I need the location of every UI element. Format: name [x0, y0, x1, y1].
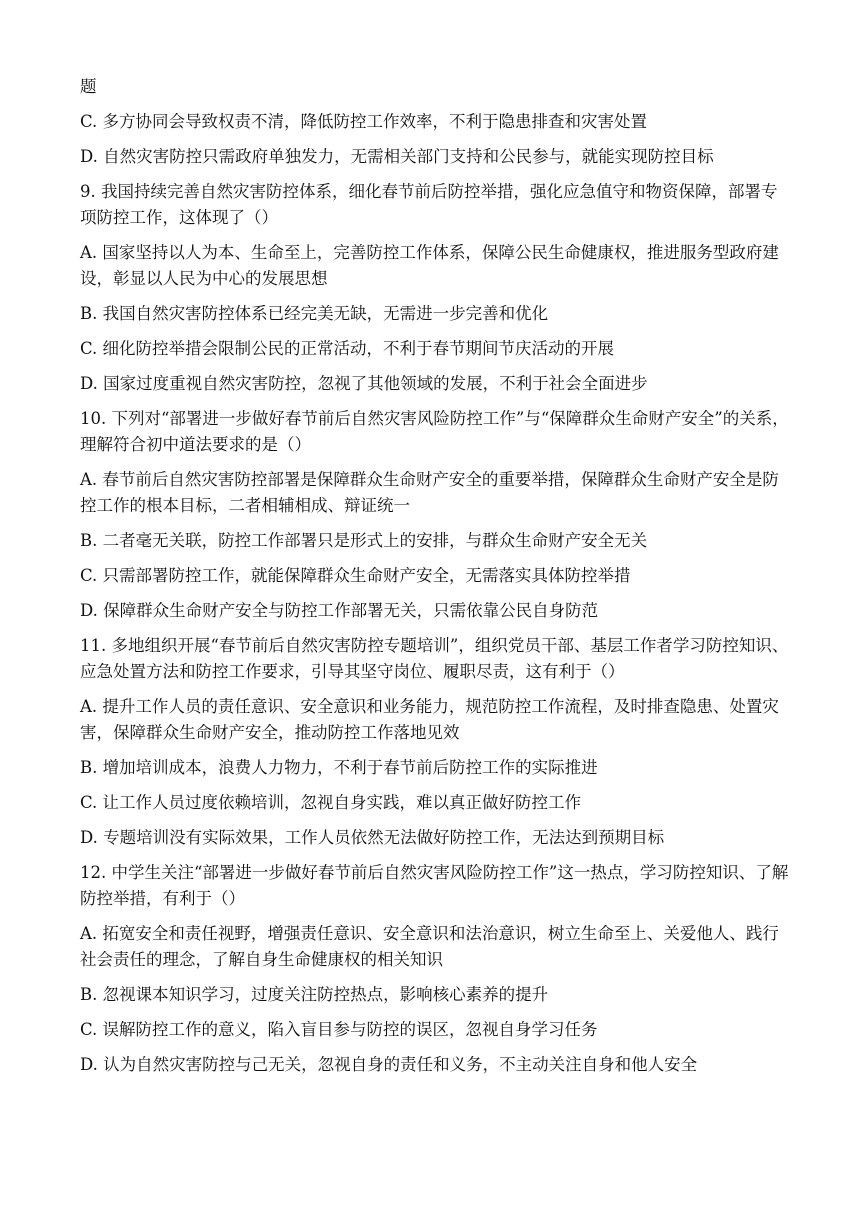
q9-option-d: D. 国家过度重视自然灾害防控，忽视了其他领域的发展，不利于社会全面进步: [80, 374, 648, 393]
question-12: 12. 中学生关注“部署进一步做好春节前后自然灾害风险防控工作”这一热点，学习防控知识、了解防控举措，有利于（）: [80, 863, 789, 908]
q12-option-c: C. 误解防控工作的意义，陷入盲目参与防控的误区，忽视自身学习任务: [80, 1020, 598, 1039]
q9-option-a: A. 国家坚持以人为本、生命至上，完善防控工作体系，保障公民生命健康权，推进服务型政府建设，彰显以人民为中心的发展思想: [80, 243, 779, 288]
q10-option-d: D. 保障群众生命财产安全与防控工作部署无关，只需依靠公民自身防范: [80, 601, 599, 620]
q12-option-d: D. 认为自然灾害防控与己无关，忽视自身的责任和义务，不主动关注自身和他人安全: [80, 1055, 698, 1074]
q11-option-a: A. 提升工作人员的责任意识、安全意识和业务能力，规范防控工作流程，及时排查隐患、处置灾害，保障群众生命财产安全，推动防控工作落地见效: [80, 697, 779, 742]
question-10: 10. 下列对“部署进一步做好春节前后自然灾害风险防控工作”与“保障群众生命财产安全”的关系，理解符合初中道法要求的是（）: [80, 409, 789, 454]
q10-option-a: A. 春节前后自然灾害防控部署是保障群众生命财产安全的重要举措，保障群众生命财产安全是防控工作的根本目标，二者相辅相成、辩证统一: [80, 470, 779, 515]
question-9: 9. 我国持续完善自然灾害防控体系，细化春节前后防控举措，强化应急值守和物资保障，部署专项防控工作，这体现了（）: [80, 182, 778, 227]
q11-option-c: C. 让工作人员过度依赖培训，忽视自身实践，难以真正做好防控工作: [80, 793, 582, 812]
q10-option-b: B. 二者毫无关联，防控工作部署只是形式上的安排，与群众生命财产安全无关: [80, 531, 648, 550]
q11-option-b: B. 增加培训成本，浪费人力物力，不利于春节前后防控工作的实际推进: [80, 758, 598, 777]
q9-option-b: B. 我国自然灾害防控体系已经完美无缺，无需进一步完善和优化: [80, 304, 549, 323]
question-11: 11. 多地组织开展“春节前后自然灾害防控专题培训”，组织党员干部、基层工作者学习防控知识、应急处置方法和防控工作要求，引导其坚守岗位、履职尽责，这有利于（）: [80, 636, 789, 681]
q11-option-d: D. 专题培训没有实际效果，工作人员依然无法做好防控工作，无法达到预期目标: [80, 828, 665, 847]
continued-text: 题: [80, 77, 97, 96]
q9-option-c: C. 细化防控举措会限制公民的正常活动，不利于春节期间节庆活动的开展: [80, 339, 615, 358]
q8-option-d: D. 自然灾害防控只需政府单独发力，无需相关部门支持和公民参与，就能实现防控目标: [80, 147, 714, 166]
q12-option-b: B. 忽视课本知识学习，过度关注防控热点，影响核心素养的提升: [80, 985, 549, 1004]
q12-option-a: A. 拓宽安全和责任视野，增强责任意识、安全意识和法治意识，树立生命至上、关爱他人、践行社会责任的理念，了解自身生命健康权的相关知识: [80, 924, 779, 969]
q10-option-c: C. 只需部署防控工作，就能保障群众生命财产安全，无需落实具体防控举措: [80, 566, 631, 585]
q8-option-c: C. 多方协同会导致权责不清，降低防控工作效率，不利于隐患排查和灾害处置: [80, 112, 648, 131]
document-page: [80, 74, 792, 1078]
